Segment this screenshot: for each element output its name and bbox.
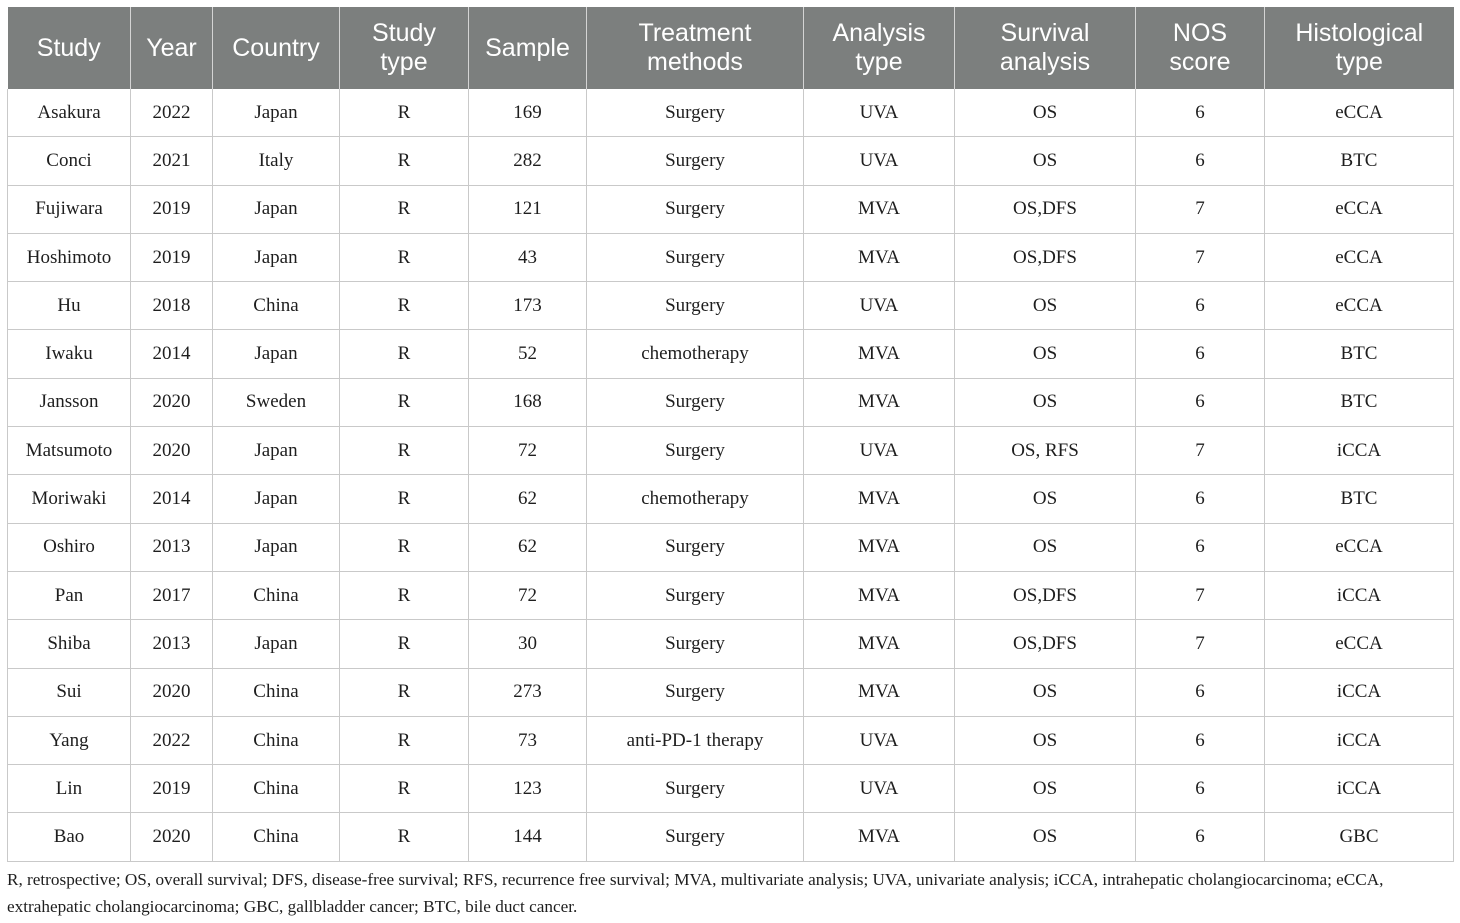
cell-treatment-methods: Surgery — [587, 137, 804, 185]
cell-histological-type: iCCA — [1265, 427, 1454, 475]
cell-sample: 273 — [469, 668, 587, 716]
table-row — [8, 282, 1454, 330]
table-body — [8, 89, 1454, 861]
cell-year: 2019 — [131, 185, 213, 233]
table-row — [8, 185, 1454, 233]
cell-study-type: R — [340, 137, 469, 185]
cell-nos-score: 6 — [1136, 813, 1265, 861]
table-row — [8, 716, 1454, 764]
cell-histological-type: eCCA — [1265, 282, 1454, 330]
cell-treatment-methods: Surgery — [587, 378, 804, 426]
cell-survival-analysis: OS — [955, 137, 1136, 185]
cell-treatment-methods: Surgery — [587, 523, 804, 571]
cell-nos-score: 7 — [1136, 620, 1265, 668]
cell-year: 2013 — [131, 523, 213, 571]
cell-analysis-type: MVA — [804, 668, 955, 716]
cell-study-type: R — [340, 571, 469, 619]
cell-treatment-methods: Surgery — [587, 571, 804, 619]
cell-analysis-type: MVA — [804, 523, 955, 571]
cell-histological-type: iCCA — [1265, 668, 1454, 716]
cell-study-type: R — [340, 475, 469, 523]
cell-nos-score: 6 — [1136, 716, 1265, 764]
header-study: Study — [8, 7, 131, 89]
cell-histological-type: BTC — [1265, 137, 1454, 185]
cell-analysis-type: UVA — [804, 716, 955, 764]
cell-analysis-type: MVA — [804, 475, 955, 523]
cell-treatment-methods: Surgery — [587, 427, 804, 475]
cell-sample: 72 — [469, 427, 587, 475]
cell-year: 2022 — [131, 89, 213, 137]
cell-country: Japan — [213, 330, 340, 378]
cell-treatment-methods: anti-PD-1 therapy — [587, 716, 804, 764]
cell-sample: 62 — [469, 523, 587, 571]
cell-year: 2022 — [131, 716, 213, 764]
header-survival-analysis: Survival analysis — [955, 7, 1136, 89]
cell-sample: 30 — [469, 620, 587, 668]
cell-nos-score: 7 — [1136, 571, 1265, 619]
cell-survival-analysis: OS — [955, 668, 1136, 716]
cell-histological-type: eCCA — [1265, 620, 1454, 668]
cell-study-type: R — [340, 185, 469, 233]
cell-sample: 52 — [469, 330, 587, 378]
cell-year: 2014 — [131, 475, 213, 523]
header-row — [8, 7, 1454, 89]
cell-country: Japan — [213, 185, 340, 233]
cell-nos-score: 6 — [1136, 89, 1265, 137]
table-row — [8, 668, 1454, 716]
cell-histological-type: BTC — [1265, 378, 1454, 426]
header-nos-score: NOS score — [1136, 7, 1265, 89]
cell-year: 2020 — [131, 427, 213, 475]
cell-nos-score: 6 — [1136, 330, 1265, 378]
study-characteristics-table-container — [7, 7, 1453, 862]
cell-survival-analysis: OS, RFS — [955, 427, 1136, 475]
cell-country: Japan — [213, 475, 340, 523]
cell-analysis-type: UVA — [804, 282, 955, 330]
cell-survival-analysis: OS — [955, 765, 1136, 813]
cell-analysis-type: MVA — [804, 378, 955, 426]
table-row — [8, 523, 1454, 571]
cell-year: 2019 — [131, 233, 213, 281]
cell-nos-score: 6 — [1136, 765, 1265, 813]
table-header — [8, 7, 1454, 89]
cell-country: Japan — [213, 427, 340, 475]
cell-study: Oshiro — [8, 523, 131, 571]
cell-sample: 282 — [469, 137, 587, 185]
cell-study: Hu — [8, 282, 131, 330]
cell-study-type: R — [340, 282, 469, 330]
cell-histological-type: eCCA — [1265, 89, 1454, 137]
cell-survival-analysis: OS — [955, 330, 1136, 378]
cell-year: 2017 — [131, 571, 213, 619]
table-row — [8, 137, 1454, 185]
cell-survival-analysis: OS,DFS — [955, 233, 1136, 281]
cell-histological-type: iCCA — [1265, 716, 1454, 764]
cell-histological-type: iCCA — [1265, 765, 1454, 813]
cell-study: Asakura — [8, 89, 131, 137]
cell-study: Lin — [8, 765, 131, 813]
cell-sample: 73 — [469, 716, 587, 764]
cell-country: China — [213, 668, 340, 716]
cell-year: 2014 — [131, 330, 213, 378]
table-row — [8, 89, 1454, 137]
cell-nos-score: 6 — [1136, 523, 1265, 571]
cell-analysis-type: UVA — [804, 765, 955, 813]
cell-sample: 123 — [469, 765, 587, 813]
cell-study: Conci — [8, 137, 131, 185]
cell-sample: 72 — [469, 571, 587, 619]
cell-country: Sweden — [213, 378, 340, 426]
cell-country: China — [213, 813, 340, 861]
cell-treatment-methods: Surgery — [587, 233, 804, 281]
cell-survival-analysis: OS,DFS — [955, 185, 1136, 233]
cell-study: Pan — [8, 571, 131, 619]
cell-country: Japan — [213, 620, 340, 668]
cell-nos-score: 7 — [1136, 427, 1265, 475]
table-row — [8, 765, 1454, 813]
cell-survival-analysis: OS — [955, 89, 1136, 137]
cell-analysis-type: MVA — [804, 571, 955, 619]
cell-histological-type: BTC — [1265, 330, 1454, 378]
cell-survival-analysis: OS,DFS — [955, 620, 1136, 668]
cell-treatment-methods: chemotherapy — [587, 330, 804, 378]
cell-country: Japan — [213, 233, 340, 281]
cell-survival-analysis: OS — [955, 523, 1136, 571]
cell-analysis-type: UVA — [804, 427, 955, 475]
cell-study: Shiba — [8, 620, 131, 668]
cell-analysis-type: MVA — [804, 330, 955, 378]
cell-sample: 43 — [469, 233, 587, 281]
cell-country: Japan — [213, 89, 340, 137]
cell-study: Moriwaki — [8, 475, 131, 523]
header-sample: Sample — [469, 7, 587, 89]
cell-study: Iwaku — [8, 330, 131, 378]
cell-study: Jansson — [8, 378, 131, 426]
cell-nos-score: 6 — [1136, 282, 1265, 330]
cell-analysis-type: MVA — [804, 233, 955, 281]
cell-study: Hoshimoto — [8, 233, 131, 281]
cell-treatment-methods: Surgery — [587, 668, 804, 716]
cell-country: Italy — [213, 137, 340, 185]
study-characteristics-table — [7, 7, 1454, 862]
cell-survival-analysis: OS — [955, 813, 1136, 861]
cell-country: China — [213, 765, 340, 813]
cell-analysis-type: MVA — [804, 185, 955, 233]
cell-histological-type: iCCA — [1265, 571, 1454, 619]
cell-study-type: R — [340, 668, 469, 716]
header-country: Country — [213, 7, 340, 89]
cell-nos-score: 6 — [1136, 137, 1265, 185]
cell-treatment-methods: Surgery — [587, 620, 804, 668]
cell-study-type: R — [340, 716, 469, 764]
cell-study-type: R — [340, 330, 469, 378]
table-row — [8, 427, 1454, 475]
cell-sample: 173 — [469, 282, 587, 330]
table-row — [8, 475, 1454, 523]
cell-study-type: R — [340, 427, 469, 475]
cell-treatment-methods: Surgery — [587, 282, 804, 330]
cell-treatment-methods: Surgery — [587, 185, 804, 233]
cell-sample: 169 — [469, 89, 587, 137]
header-analysis-type: Analysis type — [804, 7, 955, 89]
cell-survival-analysis: OS — [955, 378, 1136, 426]
table-row — [8, 620, 1454, 668]
cell-study-type: R — [340, 813, 469, 861]
cell-study: Bao — [8, 813, 131, 861]
cell-analysis-type: UVA — [804, 137, 955, 185]
cell-country: Japan — [213, 523, 340, 571]
cell-year: 2021 — [131, 137, 213, 185]
cell-treatment-methods: Surgery — [587, 765, 804, 813]
table-row — [8, 330, 1454, 378]
cell-treatment-methods: Surgery — [587, 89, 804, 137]
cell-treatment-methods: chemotherapy — [587, 475, 804, 523]
cell-sample: 168 — [469, 378, 587, 426]
table-row — [8, 813, 1454, 861]
header-year: Year — [131, 7, 213, 89]
cell-study: Fujiwara — [8, 185, 131, 233]
cell-year: 2020 — [131, 378, 213, 426]
cell-histological-type: BTC — [1265, 475, 1454, 523]
cell-study-type: R — [340, 620, 469, 668]
header-histological-type: Histological type — [1265, 7, 1454, 89]
cell-nos-score: 6 — [1136, 668, 1265, 716]
table-row — [8, 233, 1454, 281]
cell-year: 2013 — [131, 620, 213, 668]
cell-survival-analysis: OS,DFS — [955, 571, 1136, 619]
table-row — [8, 378, 1454, 426]
cell-year: 2020 — [131, 668, 213, 716]
cell-nos-score: 6 — [1136, 475, 1265, 523]
cell-analysis-type: MVA — [804, 620, 955, 668]
table-footnote: R, retrospective; OS, overall survival; DFS, disease-free survival; RFS, recurrence free survival; MVA, multivariate analysis; UVA, univariate analysis; iCCA, intrahepatic cholangiocarcinoma; eCCA, extrahepatic cholangiocarcinoma; GBC, gallbladder cancer; BTC, bile duct cancer. — [7, 870, 1384, 916]
cell-study-type: R — [340, 89, 469, 137]
cell-study-type: R — [340, 765, 469, 813]
cell-year: 2020 — [131, 813, 213, 861]
cell-year: 2019 — [131, 765, 213, 813]
cell-country: China — [213, 716, 340, 764]
header-treatment-methods: Treatment methods — [587, 7, 804, 89]
cell-year: 2018 — [131, 282, 213, 330]
cell-analysis-type: UVA — [804, 89, 955, 137]
cell-survival-analysis: OS — [955, 716, 1136, 764]
table-row — [8, 571, 1454, 619]
cell-sample: 144 — [469, 813, 587, 861]
cell-country: China — [213, 282, 340, 330]
cell-nos-score: 7 — [1136, 185, 1265, 233]
cell-sample: 121 — [469, 185, 587, 233]
cell-study-type: R — [340, 523, 469, 571]
cell-treatment-methods: Surgery — [587, 813, 804, 861]
cell-nos-score: 7 — [1136, 233, 1265, 281]
cell-study: Sui — [8, 668, 131, 716]
header-study-type: Study type — [340, 7, 469, 89]
cell-study-type: R — [340, 378, 469, 426]
cell-histological-type: eCCA — [1265, 185, 1454, 233]
cell-histological-type: eCCA — [1265, 233, 1454, 281]
cell-sample: 62 — [469, 475, 587, 523]
cell-study: Matsumoto — [8, 427, 131, 475]
cell-survival-analysis: OS — [955, 282, 1136, 330]
cell-histological-type: eCCA — [1265, 523, 1454, 571]
cell-histological-type: GBC — [1265, 813, 1454, 861]
cell-country: China — [213, 571, 340, 619]
cell-nos-score: 6 — [1136, 378, 1265, 426]
cell-survival-analysis: OS — [955, 475, 1136, 523]
cell-analysis-type: MVA — [804, 813, 955, 861]
cell-study: Yang — [8, 716, 131, 764]
cell-study-type: R — [340, 233, 469, 281]
